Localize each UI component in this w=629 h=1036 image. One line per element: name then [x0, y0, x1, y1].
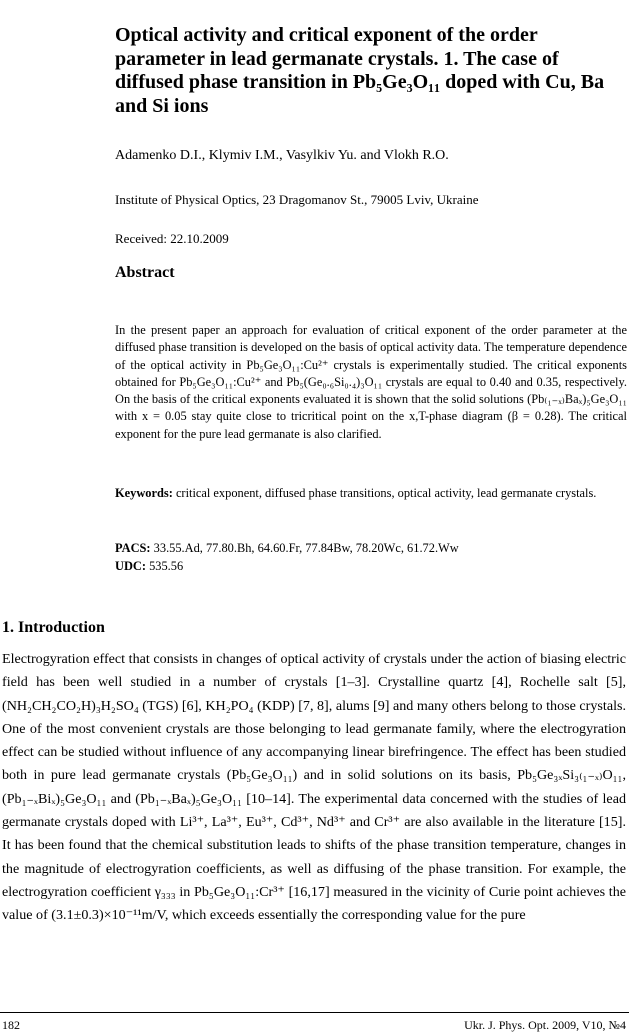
journal-citation: Ukr. J. Phys. Opt. 2009, V10, №4: [464, 1018, 626, 1032]
pacs-line: [115, 540, 620, 558]
keywords-label: Keywords:: [115, 486, 173, 500]
classification: [115, 540, 620, 575]
keywords: [115, 485, 620, 503]
authors: Adamenko D.I., Klymiv I.M., Vasylkiv Yu. and Vlokh R.O.: [115, 148, 449, 163]
affiliation: Institute of Physical Optics, 23 Dragomanov St., 79005 Lviv, Ukraine: [115, 192, 479, 207]
keywords-text: critical exponent, diffused phase transitions, optical activity, lead germanate crystals.: [175, 486, 597, 500]
udc-label: UDC:: [115, 558, 146, 573]
udc-code: 535.56: [149, 558, 184, 573]
introduction-text: Electrogyration effect that consists in changes of optical activity of crystals under the action of biasing electric field has been well studied in a number of crystals [1–3]. Crystalline quartz [4], Rochelle salt [5], (NH₂CH₂CO₂H)₃H₂SO₄ (TGS) [6], KH₂PO₄ (KDP) [7, 8], alums [9] and many others belong to those crystals. One of the most convenient crystals are those belonging to lead germanate family, where the electrogyration effect can be studied without influence of any accompanying linear birefringence. The effect has been studied both in pure lead germanate crystals (Pb₅Ge₃O₁₁) and in solid solutions on its basis, Pb₅Ge₃ₓSi₃₍₁₋ₓ₎O₁₁, (Pb₁₋ₓBiₓ)₅Ge₃O₁₁ and (Pb₁₋ₓBaₓ)₅Ge₃O₁₁ [10–14]. The experimental data concerned with the studies of lead germanate crystals doped with Li³⁺, La³⁺, Eu³⁺, Cd³⁺, Nd³⁺ and Cr³⁺ are also available in the literature [15]. It has been found that the chemical substitution leads to shifts of the phase transition temperature, changes in the magnitude of electrogyration coefficients, as well as diffusing of the phase transition. For example, the electrogyration coefficient γ₃₃₃ in Pb₅Ge₃O₁₁:Cr³⁺ [16,17] measured in the vicinity of Curie point achieves the value of (3.1±0.3)×10⁻¹¹m/V, which exceeds essentially the corresponding value for the pure: [2, 651, 626, 924]
pacs-codes: 33.55.Ad, 77.80.Bh, 64.60.Fr, 77.84Bw, 78.20Wc, 61.72.Ww: [153, 541, 459, 555]
received-date: Received: 22.10.2009: [115, 231, 229, 246]
abstract-text: In the present paper an approach for evaluation of critical exponent of the order parameter at the diffused phase transition is developed on the basis of optical activity data. The temperature dependence of the optical activity in Pb₅Ge₃O₁₁:Cu²⁺ crystals is experimentally studied. The critical exponents obtained for Pb₅Ge₃O₁₁:Cu²⁺ and Pb₅(Ge₀.₆Si₀.₄)₃O₁₁ crystals are equal to 0.40 and 0.35, respectively. On the basis of the critical exponents evaluated it is shown that the solid solutions (Pb₍₁₋ₓ₎Baₓ)₅Ge₃O₁₁ with x = 0.05 stay quite close to tricritical point on the x,T-phase diagram (β = 0.28). The critical exponent for the pure lead germanate is also clarified.: [115, 323, 627, 441]
page-footer: [2, 1018, 626, 1033]
udc-line: [115, 558, 620, 576]
page-number: 182: [2, 1018, 20, 1032]
footer-rule: [0, 1012, 629, 1013]
abstract-heading: Abstract: [115, 264, 175, 281]
section-heading: 1. Introduction: [2, 619, 105, 636]
paper-title: Optical activity and critical exponent of the order parameter in lead germanate crystals. 1. The case of diffused phase transition in Pb₅Ge₃O₁₁ doped with Cu, Ba and Si ions: [115, 24, 605, 117]
pacs-label: PACS:: [115, 541, 151, 555]
